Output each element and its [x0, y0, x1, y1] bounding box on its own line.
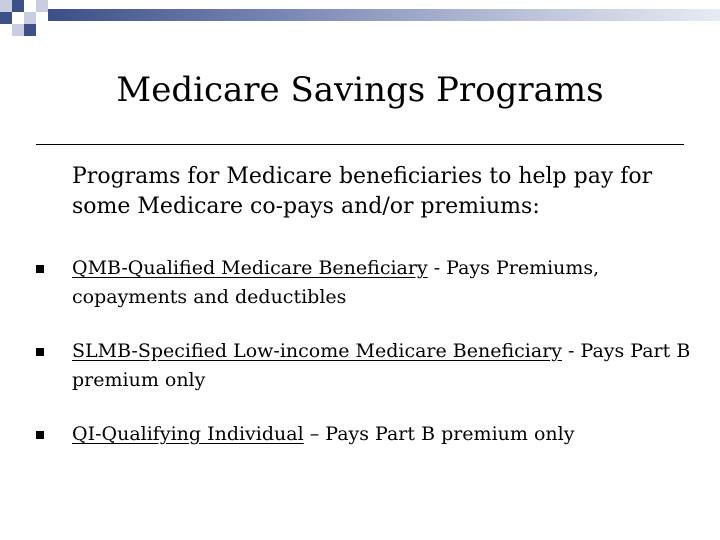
slide-title: Medicare Savings Programs: [116, 70, 604, 110]
bullet-item-qmb: [36, 254, 696, 312]
decor-square: [12, 0, 24, 12]
square-bullet-icon: [36, 431, 44, 439]
decor-square: [24, 12, 36, 24]
program-description-qmb: - Pays Premiums, copayments and deductibles: [72, 257, 600, 308]
program-description-qi: – Pays Part B premium only: [303, 423, 575, 445]
intro-text: Programs for Medicare beneficiaries to help pay for some Medicare co-pays and/or premiums:: [72, 164, 653, 219]
decor-square: [24, 24, 36, 36]
gradient-bar: [48, 9, 720, 21]
program-term-qmb: QMB-Qualified Medicare Beneficiary: [72, 257, 428, 279]
decor-square: [0, 0, 12, 12]
square-bullet-icon: [36, 265, 44, 273]
header-decoration: [0, 0, 720, 30]
title-divider: [36, 144, 684, 145]
decor-square: [0, 12, 12, 24]
decor-square: [12, 12, 24, 24]
program-term-slmb: SLMB-Specified Low-income Medicare Beneficiary: [72, 340, 563, 362]
square-bullet-icon: [36, 348, 44, 356]
bullet-list: [36, 254, 696, 474]
program-term-qi: QI-Qualifying Individual: [72, 423, 304, 445]
decor-square: [36, 0, 48, 12]
decor-square: [12, 24, 24, 36]
bullet-item-slmb: [36, 337, 696, 395]
program-description-slmb: - Pays Part B premium only: [72, 340, 691, 391]
bullet-item-qi: [36, 420, 696, 449]
